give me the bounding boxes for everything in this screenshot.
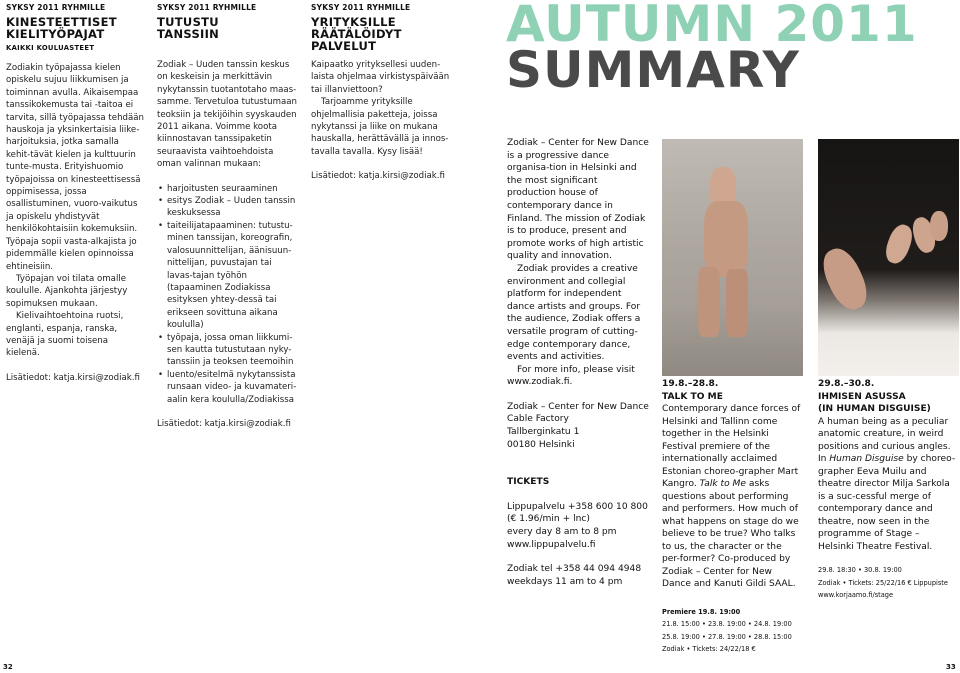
heading-line-2: RÄÄTÄLÖIDYT — [311, 27, 402, 41]
work-title: Human Disguise — [829, 454, 904, 464]
heading-line-2: TANSSIIN — [157, 27, 220, 41]
director-name: Milja Sarkola — [892, 479, 950, 489]
summary-title-line-1: AUTUMN 2011 — [506, 0, 918, 53]
heading-line-1: TUTUSTU — [157, 15, 219, 29]
dancer-figure — [704, 201, 748, 277]
paragraph: Zodiak provides a creative environment and collegial platform for independent dance artists and groups. For the audience, Zodiak offers a versatile program of cutting-edge contemporary dance, events and activities. — [507, 263, 641, 363]
event-title: IHMISEN ASUSSA — [818, 391, 906, 402]
column-yrityksille — [311, 3, 453, 183]
contact-email: Lisätiedot: katja.kirsi@zodiak.fi — [6, 372, 140, 383]
show-dates: 21.8. 15:00 • 23.8. 19:00 • 24.8. 19:00 — [662, 620, 792, 628]
column-tutustu-tanssiin — [157, 3, 299, 430]
options-list — [157, 183, 299, 406]
list-item: • esitys Zodiak – Uuden tanssin keskuksessa — [167, 195, 299, 220]
event-talk-to-me — [662, 378, 802, 656]
event-description: Contemporary dance forces of Helsinki and Tallinn come together in the Helsinki Festival premiere of the internationally acclaimed Estonian choreo-grapher Mart Kangro. Talk to Me asks questions about performing and performers. How much of what happens on stage do we believe to be true? Who talks to us, the character or the per-former? Co-produced by Zodiak – Center for New Dance and Kanuti Gildi SAAL. — [662, 404, 801, 589]
event-date: 19.8.–28.8. — [662, 379, 719, 389]
phone-line: Zodiak tel +358 44 094 4948 — [507, 564, 642, 575]
summary-column — [507, 137, 649, 588]
paragraph: Zodiak – Center for New Dance is a progressive dance organisa-tion in Helsinki and the most significant production house of contemporary dance in Finland. The mission of Zodiak is to produce, present and promote works of high artistic quality and innovation. — [507, 138, 649, 262]
heading-line-1: KINESTEETTISET — [6, 15, 117, 29]
heading-line-1: YRITYKSILLE — [311, 15, 396, 29]
dancer-figure — [726, 269, 748, 337]
paragraph: Kaipaatko yrityksellesi uuden-laista ohjelmaa virkistyspäivään tai illanviettoon? — [311, 60, 450, 95]
paragraph: Kielivaihtoehtoina ruotsi, englanti, espanja, ranska, venäjä ja suomi toisena kielenä. — [6, 311, 124, 359]
event-title: TALK TO ME — [662, 391, 723, 402]
list-item: • luento/esitelmä nykytanssista runsaan video- ja kuvamateri-aalin kera koululla/Zodiakissa — [167, 369, 299, 406]
photo-talk-to-me — [662, 139, 803, 376]
paragraph: For more info, please visit — [517, 364, 635, 375]
subheading: KAIKKI KOULUASTEET — [6, 44, 95, 52]
event-date: 29.8.–30.8. — [818, 379, 875, 389]
tickets-line: every day 8 am to 8 pm — [507, 527, 617, 538]
tickets-heading: TICKETS — [507, 477, 550, 488]
hours-line: weekdays 11 am to 4 pm — [507, 576, 623, 587]
paragraph: Työpajan voi tilata omalle koululle. Ajankohta järjestyy sopimuksen mukaan. — [6, 273, 128, 309]
paragraph: Zodiak – Uuden tanssin keskus on keskeisin ja merkittävin nykytanssin tuotantotaho maas-samme. Tervetuloa tutustumaan teoksiin ja tekijöihin syyskauden 2011 aikana. Voimme koota kiinnostavan tanssipaketin seuraavista vaihtoehdoista oman valinnan mukaan: — [157, 60, 297, 170]
address-line: 00180 Helsinki — [507, 439, 575, 450]
website-link[interactable]: www.zodiak.fi. — [507, 377, 573, 388]
show-dates: 29.8. 18:30 • 30.8. 19:00 — [818, 566, 902, 574]
dancer-figure — [930, 211, 948, 241]
dancer-figure — [698, 267, 720, 337]
kicker: SYKSY 2011 RYHMILLE — [6, 3, 106, 12]
event-ihmisen-asussa — [818, 378, 958, 602]
event-subtitle: (IN HUMAN DISGUISE) — [818, 404, 931, 414]
contact-email: Lisätiedot: katja.kirsi@zodiak.fi — [311, 171, 445, 182]
page-number-right: 33 — [946, 663, 956, 671]
work-title: Talk to Me — [699, 479, 746, 489]
kicker: SYKSY 2011 RYHMILLE — [311, 3, 411, 12]
dancer-figure — [816, 243, 874, 315]
list-item: • taiteilijatapaaminen: tutustu-minen tanssijan, koreografin, valosuunnittelijan, äänisuun-nittelijan, puvustajan tai lavas-tajan työhön (tapaaminen Zodiakissa esityksen yhtey-dessä tai erikseen sovittuna aikana koululla) — [167, 220, 299, 332]
list-item: • harjoitusten seuraaminen — [167, 183, 299, 195]
summary-title-line-2: SUMMARY — [506, 41, 800, 99]
kicker: SYKSY 2011 RYHMILLE — [157, 3, 257, 12]
premiere-date: Premiere 19.8. 19:00 — [662, 607, 741, 616]
ticket-prices: Zodiak • Tickets: 25/22/16 € Lippupiste — [818, 578, 948, 587]
tickets-line: (€ 1.96/min + lnc) — [507, 514, 590, 525]
list-item: • työpaja, jossa oman liikkumi-sen kautta tutustutaan nyky-tanssiin ja teoksen teemoihin — [167, 332, 299, 369]
tickets-line: Lippupalvelu +358 600 10 800 — [507, 501, 648, 512]
address-line: Cable Factory — [507, 414, 569, 425]
paragraph: Tarjoamme yrityksille ohjelmallisia paketteja, joissa nykytanssi ja liike on mukana hauskalla, herättävällä ja innos-tavalla tavalla. Kysy lisää! — [311, 97, 449, 157]
contact-email: Lisätiedot: katja.kirsi@zodiak.fi — [157, 418, 291, 429]
heading-line-3: PALVELUT — [311, 39, 377, 53]
stage-link[interactable]: www.korjaamo.fi/stage — [818, 591, 894, 599]
page-number-left: 32 — [3, 663, 13, 671]
heading-line-2: KIELITYÖPAJAT — [6, 27, 105, 41]
choreographer-name: Mart Kangro — [662, 466, 799, 489]
photo-in-human-disguise — [818, 139, 959, 376]
paragraph: Zodiakin työpajassa kielen opiskelu sujuu liikkumisen ja toiminnan avulla. Aikaisempaa tanssikokemusta tai -taitoa ei tarvita, sillä työpajassa tehdään hauskoja ja yksinkertaisia liike-harjoituksia, jotka samalla kehit-tävät kielen ja kulttuurin tunte-musta. Erityishuomio työpajoissa on kinesteettisessä oppimisessa, jossa osallistuminen, vuoro-vaikutus ja opiskelu yhdistyvät henkilökohtaisiin kokemuksiin. Työpaja sopii vasta-alkajista jo pidemmälle kielen opinnoissa ehtineisiin. — [6, 63, 144, 272]
address-line: Tallberginkatu 1 — [507, 427, 580, 438]
dancer-figure — [882, 221, 916, 266]
ticket-prices: Zodiak • Tickets: 24/22/18 € — [662, 645, 756, 653]
show-dates: 25.8. 19:00 • 27.8. 19:00 • 28.8. 15:00 — [662, 632, 792, 641]
event-description: A human being as a peculiar anatomic creature, in weird positions and curious angles. In Human Disguise by choreo-grapher Eeva Muilu and theatre director Milja Sarkola is a suc-cessful merge of contemporary dance and theatre, now seen in the programme of Stage – Helsinki Theatre Festival. — [818, 416, 956, 552]
tickets-link[interactable]: www.lippupalvelu.fi — [507, 539, 596, 550]
choreographer-name: Eeva Muilu — [856, 466, 907, 477]
column-kinesteettiset — [6, 3, 144, 384]
address-line: Zodiak – Center for New Dance — [507, 401, 649, 412]
